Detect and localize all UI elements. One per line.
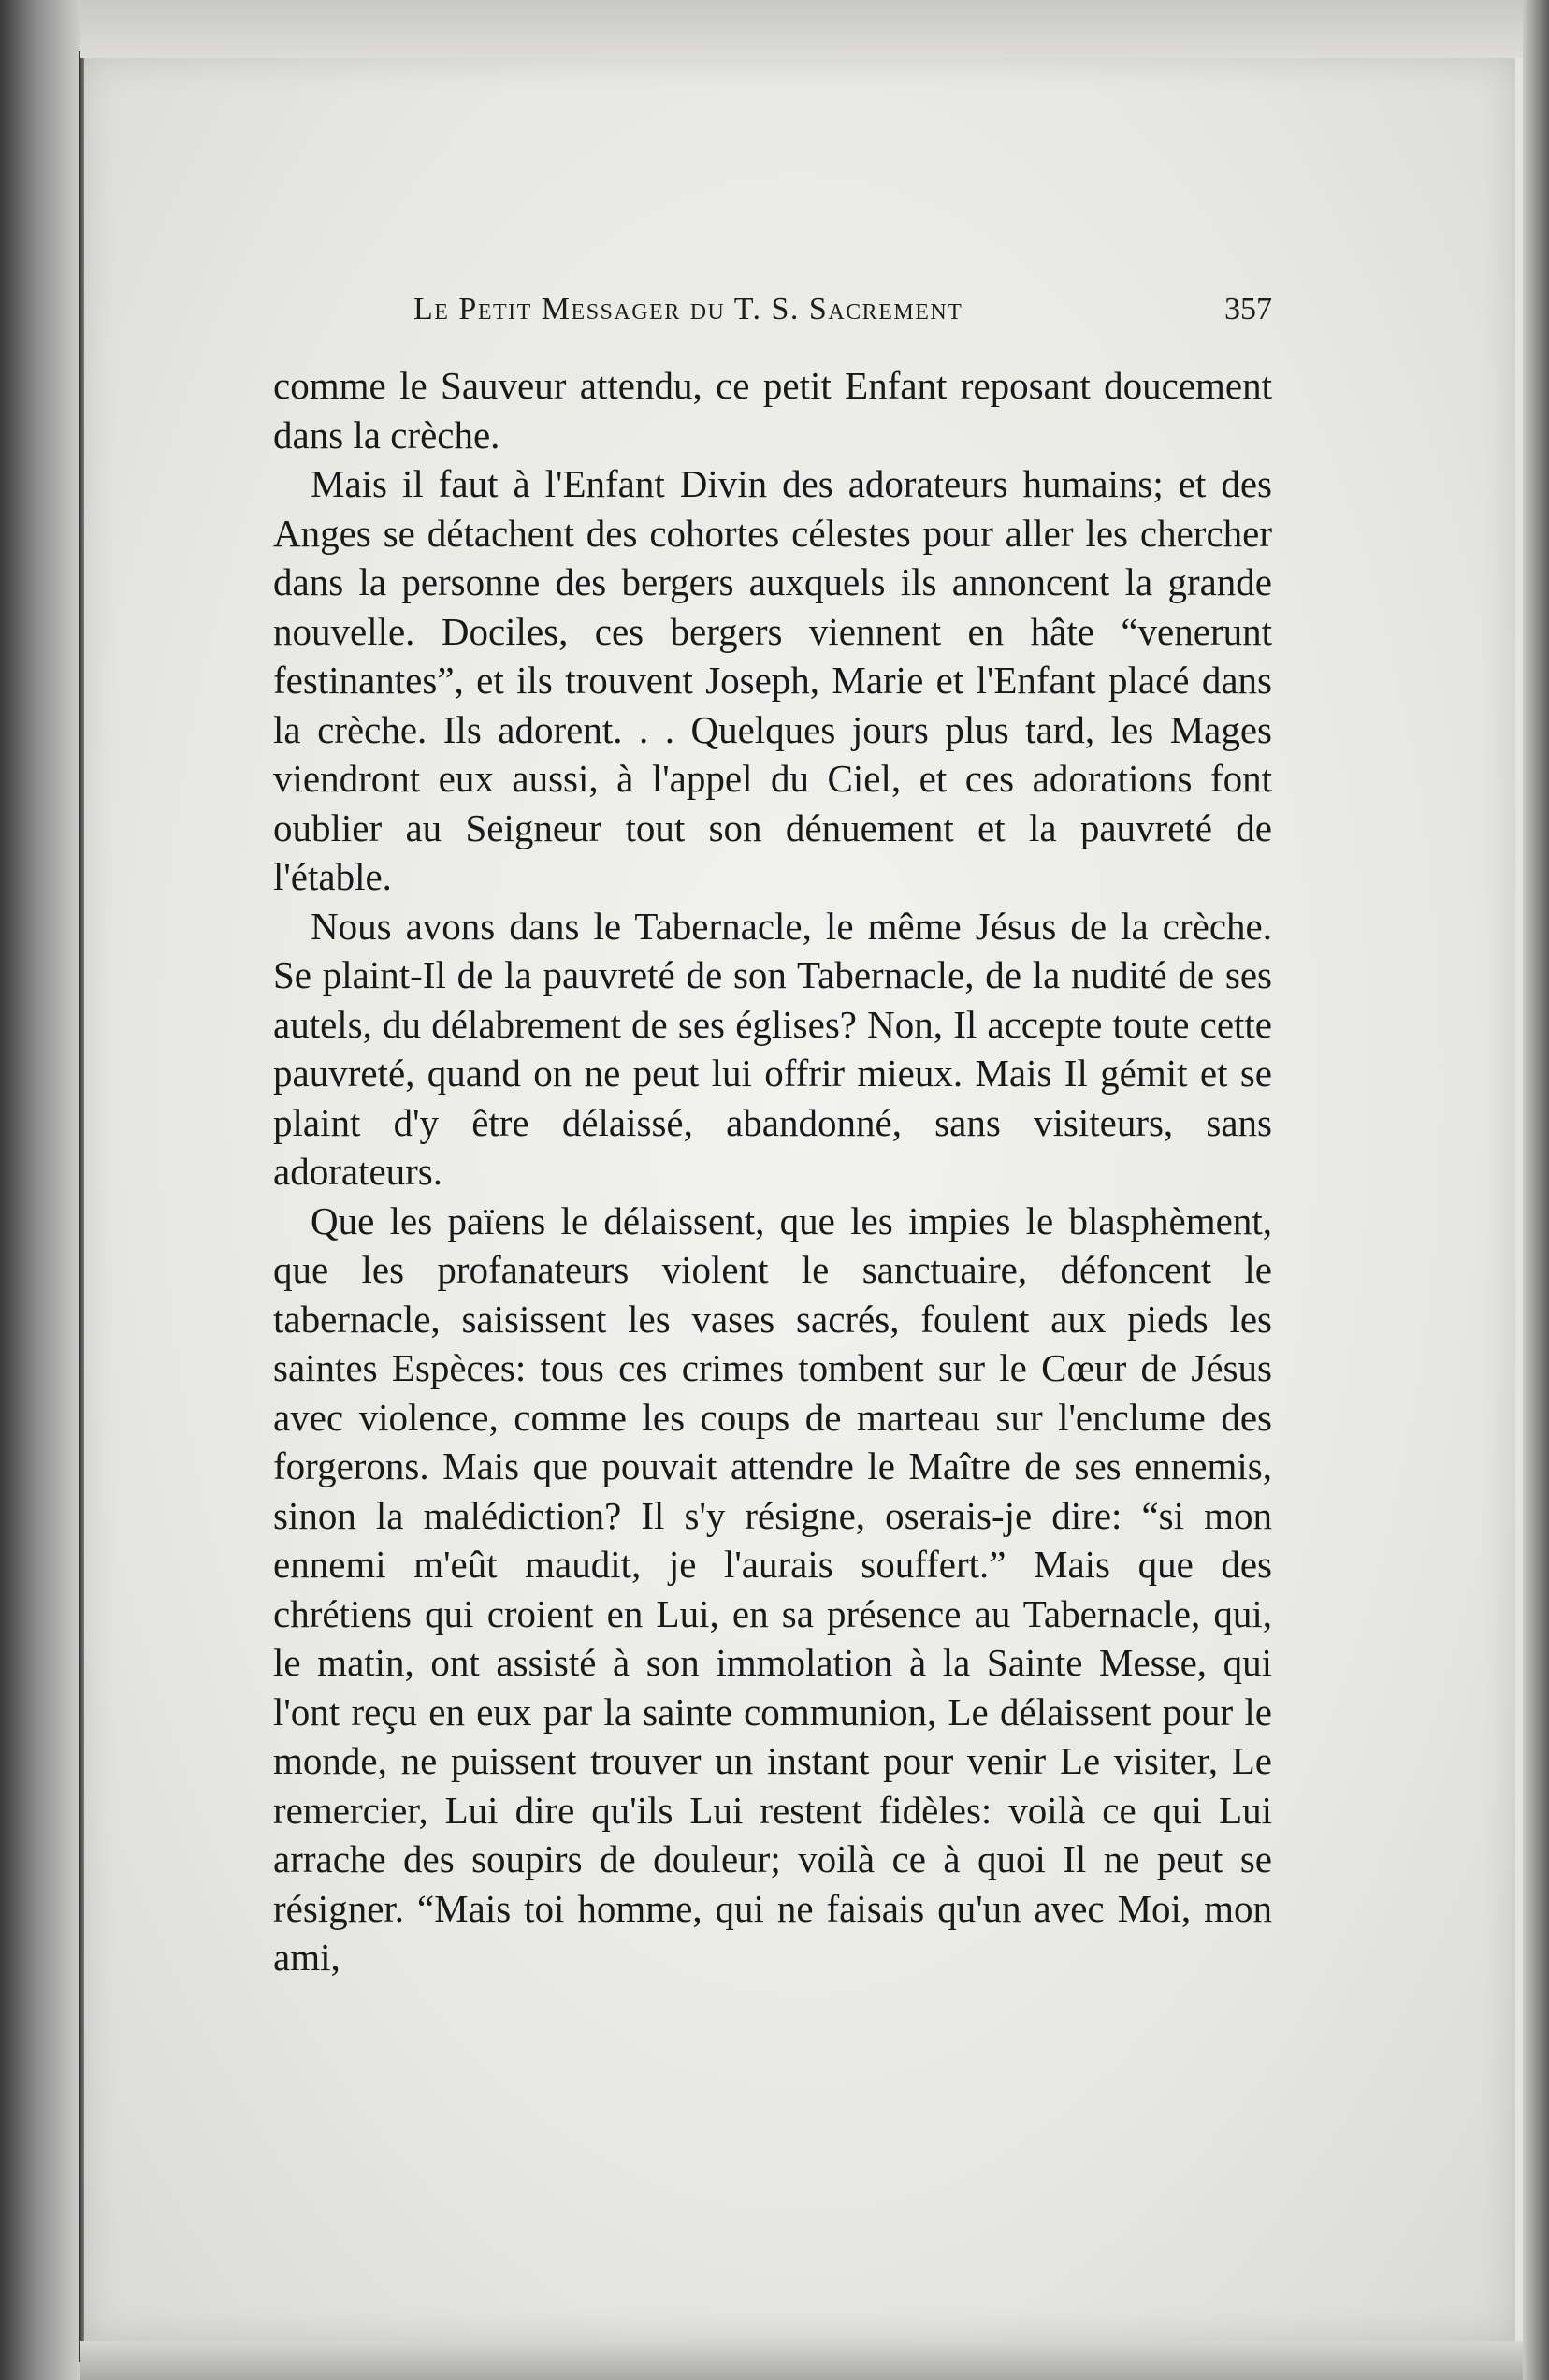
page-right-edge — [1523, 0, 1549, 2380]
paragraph: Nous avons dans le Tabernacle, le même Jésus de la crèche. Se plaint-Il de la pauvreté de son Tabernacle, de la nudité de ses autels, du délabrement de ses églises? Non, Il accepte toute cette pauvreté, quand on ne peut lui offrir mieux. Mais Il gémit et se plaint d'y être délaissé, abandonné, sans visiteurs, sans adorateurs. — [273, 904, 1272, 1193]
paragraph-continuation: comme le Sauveur attendu, ce petit Enfant reposant doucement dans la crèche. — [273, 364, 1272, 457]
paragraph: Mais il faut à l'Enfant Divin des adorateurs humains; et des Anges se détachent des cohortes célestes pour aller les chercher dans la personne des bergers auxquels ils annoncent la grande nouvelle. Dociles, ces bergers viennent en hâte “venerunt festinantes”, et ils trouvent Joseph, Marie et l'Enfant placé dans la crèche. Ils adorent. . . Quelques jours plus tard, les Mages viendront eux aussi, à l'appel du Ciel, et ces adorations font oublier au Seigneur tout son dénuement et la pauvreté de l'étable. — [273, 462, 1272, 898]
running-head: Le Petit Messager du T. S. Sacrement — [413, 292, 963, 327]
page-number: 357 — [1224, 292, 1272, 327]
page-header — [273, 292, 1272, 339]
scan-bottom-margin — [80, 2341, 1549, 2380]
body-text — [273, 361, 1272, 1982]
facing-page-edge — [0, 0, 80, 2380]
scan-top-margin — [80, 0, 1549, 58]
paragraph: Que les païens le délaissent, que les impies le blasphèment, que les profanateurs violent le sanctuaire, défoncent le tabernacle, saisissent les vases sacrés, foulent aux pieds les saintes Espèces: tous ces crimes tombent sur le Cœur de Jésus avec violence, comme les coups de marteau sur l'enclume des forgerons. Mais que pouvait attendre le Maître de ses ennemis, sinon la malédiction? Il s'y résigne, oserais-je dire: “si mon ennemi m'eût maudit, je l'aurais souffert.” Mais que des chrétiens qui croient en Lui, en sa présence au Tabernacle, qui, le matin, ont assisté à son immolation à la Sainte Messe, qui l'ont reçu en eux par la sainte communion, Le délaissent pour le monde, ne puissent trouver un instant pour venir Le visiter, Le remercier, Lui dire qu'ils Lui restent fidèles: voilà ce qui Lui arrache des soupirs de douleur; voilà ce à quoi Il ne peut se résigner. “Mais toi homme, qui ne faisais qu'un avec Moi, mon ami, — [273, 1198, 1272, 1979]
